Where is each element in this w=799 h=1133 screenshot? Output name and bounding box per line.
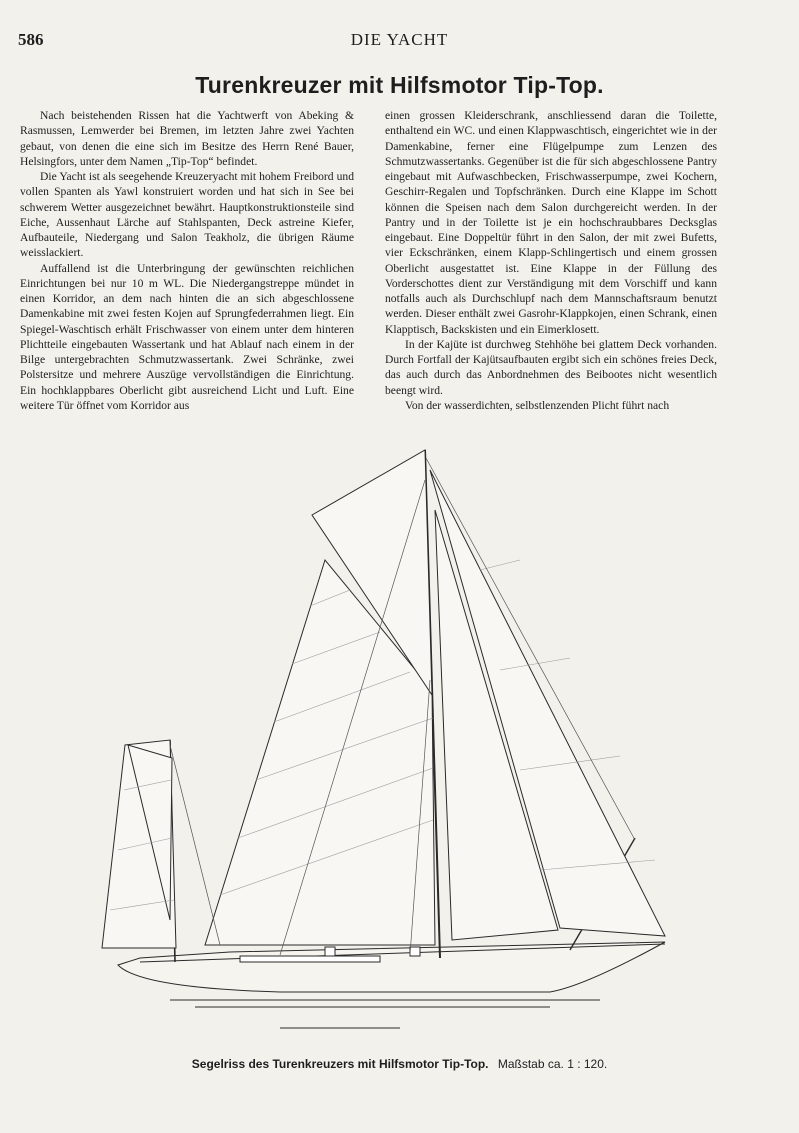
hatch <box>325 947 335 956</box>
sail-seam <box>480 560 520 570</box>
running-head: DIE YACHT <box>350 30 449 49</box>
paragraph: Die Yacht ist als seegehende Kreuzeryacht mit hohem Freibord und vollen Spanten als Yawl konstruiert worden und hat sich in See bei schwerem Wetter ausgezeichnet bewährt. Hauptkonstruktionsteile sind Eiche, Aussenhaut Lärche auf Stahlspanten, Deck astreine Kiefer, Aufbauteile, Niedergang und Salon Teakholz, die übrigen Räume weisslackiert. <box>20 170 354 260</box>
caption-text: Segelriss des Turenkreuzers mit Hilfsmotor Tip-Top. <box>191 1057 489 1071</box>
article-title: Turenkreuzer mit Hilfsmotor Tip-Top. <box>195 72 604 98</box>
paragraph: Von der wasserdichten, selbstlenzenden Plicht führt nach <box>405 398 670 412</box>
left-column <box>20 108 354 413</box>
caption-scale: Maßstab ca. 1 : 120. <box>497 1057 608 1071</box>
sail-plan-drawing <box>80 440 680 1040</box>
paragraph: Nach beistehenden Rissen hat die Yachtwerft von Abeking & Rasmussen, Lemwerder bei Bremen, im letzten Jahre zwei Yachten gebaut, von denen die eine sich im Besitze des Herrn René Bauer, Helsingfors, unter dem Namen „Tip-Top“ befindet. <box>20 109 354 168</box>
mizzen-stay <box>170 745 220 945</box>
page-number: 586 <box>18 30 44 49</box>
figure-caption <box>0 1057 799 1071</box>
right-column <box>385 108 717 413</box>
paragraph: einen grossen Kleiderschrank, anschliessend daran die Toilette, enthaltend ein WC. und einen Klappwaschtisch, eingerichtet wie in der Damenkabine, ferner eine Flügelpumpe zum Lenzen des Schmutzwassertanks. Gegenüber ist die für sich abgeschlossene Pantry eingebaut mit Aufwaschbecken, Frischwasserpumpe, zwei Kochern, Geschirr-Regalen und Topfschränken. Durch eine Klappe im Schott können die Speisen nach dem Salon durchgereicht werden. In der Pantry und in der Toilette ist je ein hochschraubbares Decksglas eingebaut. Eine Doppeltür führt in den Salon, der mit zwei Bufetts, vier Eckschränken, einem Klapp-Schlingertisch und einem grossen Oberlicht ausgestattet ist. Eine Klappe in der Füllung des Vorderschottes dient zur Verständigung mit dem Vorschiff und kann notfalls auch als Durchschlupf nach dem Mannschaftsraum benutzt werden. Dieser enthält zwei Gasrohr-Klappkojen, einen Schrank, einen Klapptisch, Backskisten und ein Eimerklosett. <box>385 109 717 336</box>
paragraph: Auffallend ist die Unterbringung der gewünschten reichlichen Einrichtungen bei nur 10 m WL. Die Niedergangstreppe mündet in einen Korridor, an dem nach hinten die an sich abgeschlossene Damenkabine mit zwei festen Kojen auf Sprungfederrahmen liegt. Ein Spiegel-Waschtisch erhält Frischwasser von einem unter dem hinteren Plichtteile eingebauten Wassertank und hat Ablauf nach einem in der Bilge untergebrachten Schmutzwassertank. Zwei Schränke, zwei Polstersitze und mehrere Auszüge vervollständigen die Einrichtung. Ein hochklappbares Oberlicht gibt ausreichend Licht und Luft. Eine weitere Tür öffnet vom Korridor aus <box>20 261 354 412</box>
deckhouse <box>240 956 380 962</box>
hatch <box>410 947 420 956</box>
hull <box>118 942 665 992</box>
paragraph: In der Kajüte ist durchweg Stehhöhe bei glattem Deck vorhanden. Durch Fortfall der Kajütsaufbauten ergibt sich ein schönes freies Deck, das auch durch das Anbordnehmen des Beibootes nicht wesentlich beengt wird. <box>385 337 717 397</box>
